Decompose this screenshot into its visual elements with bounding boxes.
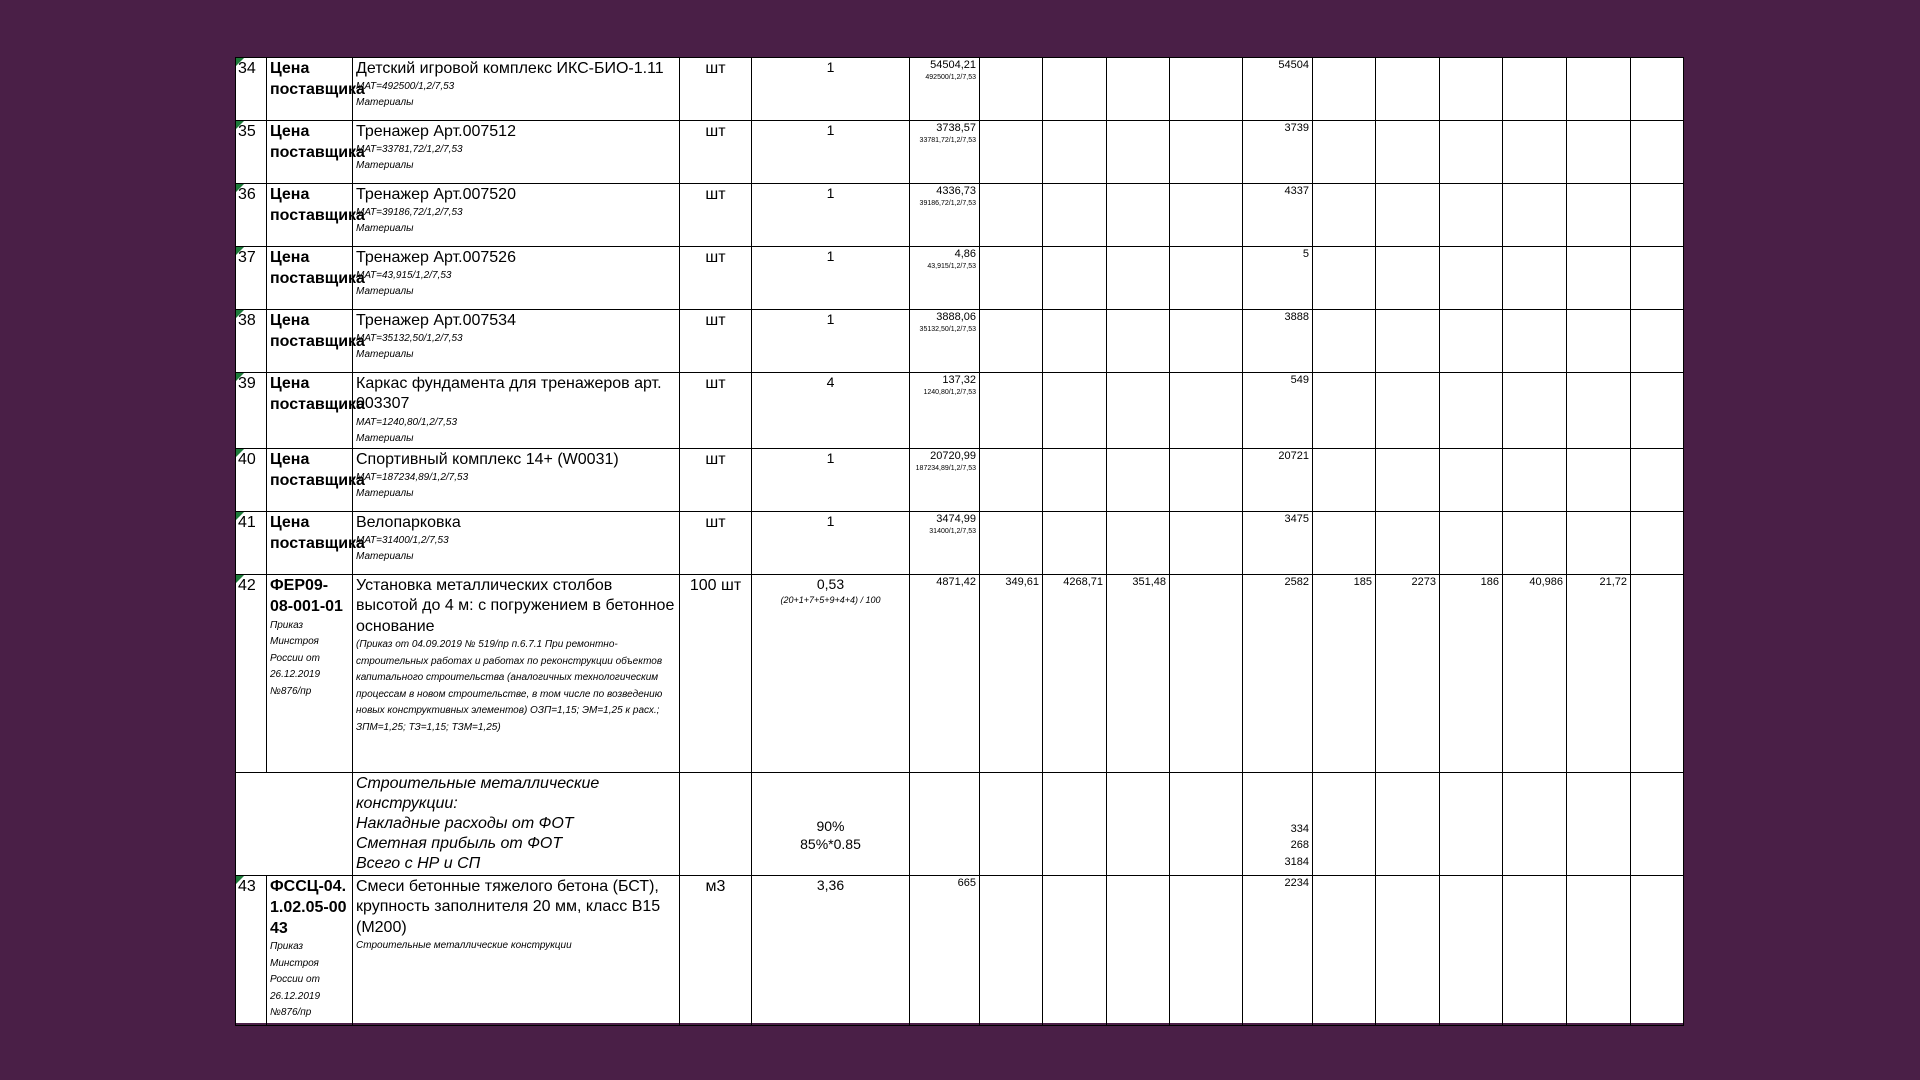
item-code: ФССЦ-04.1.02.05-0043 [270,877,347,937]
overhead-labels-cell[interactable] [353,772,680,875]
empty-cell[interactable] [1376,875,1440,1025]
total-cost-cell[interactable]: 4337 [1243,184,1313,247]
quantity-cell[interactable]: 1 [752,247,910,310]
empty-cell[interactable] [1440,121,1503,184]
item-category: Материалы [356,432,414,444]
empty-cell[interactable] [1567,448,1631,511]
table-row [236,373,1684,449]
row-number-cell[interactable] [236,310,267,373]
unit-price-formula: 187234,89/1,2/7,53 [915,464,976,472]
table-row [236,184,1684,247]
comment-marker-icon [236,876,244,884]
empty-cell[interactable] [1503,373,1567,449]
empty-cell[interactable] [1043,511,1107,574]
item-coefficient-note: (Приказ от 04.09.2019 № 519/пр п.6.7.1 При ремонтно-строительных работах и работах по реконструкции объектов капитального строительства (аналогичных технологическим процессам в новом строительстве, в том числе по возведению новых конструктивных элементов) ОЗП=1,15; ЭМ=1,25 к расх.; ЗПМ=1,25; ТЗ=1,15; ТЗМ=1,25) [356,639,663,733]
row-number: 35 [238,123,256,140]
unit-price-formula: 1240,80/1,2/7,53 [923,388,976,396]
comment-marker-icon [236,449,244,457]
quantity-cell[interactable]: 1 [752,448,910,511]
overhead-percent: 90% [816,817,845,834]
total-cost-cell[interactable]: 20721 [1243,448,1313,511]
item-name: Тренажер Арт.007520 [356,186,516,203]
empty-cell[interactable] [1313,448,1376,511]
row-number: 38 [238,312,256,329]
empty-cell[interactable] [980,875,1043,1025]
row-number: 34 [238,60,256,77]
quantity-cell[interactable]: 3,36 [752,875,910,1025]
item-formula: МАТ=1240,80/1,2/7,53 [356,416,458,428]
quantity-cell[interactable]: 4 [752,373,910,449]
name-cell[interactable] [353,373,680,449]
empty-cell[interactable] [1170,121,1243,184]
total-cost-cell[interactable]: 54504 [1243,58,1313,121]
empty-cell[interactable] [1567,121,1631,184]
overhead-group-label: Строительные металлические [356,774,600,792]
empty-cell[interactable] [1631,247,1684,310]
empty-cell[interactable] [1631,511,1684,574]
empty-cell[interactable] [1631,58,1684,121]
empty-cell[interactable] [1631,373,1684,449]
empty-cell[interactable] [1170,574,1243,772]
unit-price-formula: 492500/1,2/7,53 [925,73,976,81]
unit-price-cell[interactable] [910,184,980,247]
empty-cell[interactable] [1503,772,1567,875]
value-cell[interactable]: 185 [1313,574,1376,772]
empty-cell[interactable] [1440,448,1503,511]
empty-cell[interactable] [1503,310,1567,373]
item-category: Материалы [356,349,414,361]
empty-cell[interactable] [1567,58,1631,121]
empty-cell[interactable] [1503,58,1567,121]
empty-cell[interactable] [980,310,1043,373]
table-row [236,448,1684,511]
code-cell[interactable] [267,310,365,373]
empty-cell[interactable] [1631,310,1684,373]
empty-cell[interactable] [1440,875,1503,1025]
empty-cell[interactable] [1567,511,1631,574]
empty-cell[interactable] [1107,58,1170,121]
empty-cell[interactable] [1043,373,1107,449]
row-number: 37 [238,249,256,266]
code-cell[interactable] [267,121,365,184]
empty-cell[interactable] [1567,310,1631,373]
empty-cell[interactable] [1043,875,1107,1025]
empty-cell[interactable] [980,772,1043,875]
empty-cell[interactable] [1313,875,1376,1025]
empty-cell[interactable] [1313,772,1376,875]
name-cell[interactable] [353,310,680,373]
quantity-cell[interactable] [752,574,910,772]
empty-cell[interactable] [1313,58,1376,121]
empty-cell[interactable] [1376,772,1440,875]
empty-cell[interactable] [1631,448,1684,511]
empty-cell[interactable] [980,511,1043,574]
value-cell[interactable]: 40,986 [1503,574,1567,772]
total-cost-cell[interactable]: 5 [1243,247,1313,310]
profit-label: Сметная прибыль от ФОТ [356,834,563,852]
unit-price: 3738,57 [936,122,976,134]
empty-cell[interactable] [1376,310,1440,373]
overhead-values-cell[interactable] [1243,772,1313,875]
empty-cell[interactable] [1170,247,1243,310]
item-category: Материалы [356,551,414,563]
value-cell[interactable]: 21,72 [1567,574,1631,772]
row-number: 43 [238,877,256,895]
estimate-table-body [236,58,1684,1026]
item-formula: МАТ=187234,89/1,2/7,53 [356,472,469,484]
empty-cell[interactable] [1170,184,1243,247]
empty-cell[interactable] [1503,121,1567,184]
item-code: Цена поставщика [270,60,365,98]
overhead-percent-cell[interactable] [752,772,910,875]
empty-cell[interactable] [980,58,1043,121]
unit-cell[interactable]: шт [680,58,752,121]
empty-cell[interactable] [1170,448,1243,511]
item-name: Тренажер Арт.007534 [356,312,516,329]
estimate-table [235,57,1684,1026]
item-code: Цена поставщика [270,450,365,489]
row-number-cell[interactable] [236,373,267,449]
total-cost-cell[interactable]: 3739 [1243,121,1313,184]
empty-cell[interactable] [1107,875,1170,1025]
empty-cell[interactable] [1043,247,1107,310]
empty-cell[interactable] [1170,772,1243,875]
overhead-row [236,772,1684,875]
item-name: Тренажер Арт.007512 [356,123,516,140]
empty-cell[interactable] [1631,772,1684,875]
item-code-note: Приказ Минстроя России от 26.12.2019 №876/пр [270,619,321,697]
empty-cell[interactable] [680,772,752,875]
item-code: Цена поставщика [270,186,365,224]
value-cell[interactable]: 186 [1440,574,1503,772]
row-number: 40 [238,450,256,468]
empty-cell[interactable] [1376,373,1440,449]
total-cost-cell[interactable]: 2234 [1243,875,1313,1025]
row-number-cell[interactable] [236,121,267,184]
unit-price-cell[interactable] [910,373,980,449]
unit-cell[interactable]: шт [680,247,752,310]
unit-cell[interactable]: шт [680,121,752,184]
empty-cell[interactable] [980,373,1043,449]
item-code: Цена поставщика [270,513,365,552]
comment-marker-icon [236,58,244,66]
overhead-label: Накладные расходы от ФОТ [356,814,574,832]
empty-cell[interactable] [1503,184,1567,247]
item-category: Материалы [356,286,414,298]
empty-cell[interactable] [1503,511,1567,574]
unit-price-cell[interactable] [910,58,980,121]
unit-price-cell[interactable] [910,121,980,184]
empty-cell[interactable] [1440,247,1503,310]
overhead-value: 334 [1290,822,1309,835]
item-formula: МАТ=39186,72/1,2/7,53 [356,207,463,219]
unit-price: 3474,99 [936,512,976,525]
item-formula: МАТ=492500/1,2/7,53 [356,81,455,93]
empty-cell[interactable] [1107,247,1170,310]
code-cell[interactable] [267,574,353,772]
empty-cell[interactable] [1313,184,1376,247]
row-number-cell[interactable] [236,875,267,1025]
total-cost-cell[interactable]: 2582 [1243,574,1313,772]
unit-price-cell[interactable]: 4871,42 [910,574,980,772]
empty-cell[interactable] [1631,121,1684,184]
empty-cell[interactable] [980,448,1043,511]
empty-cell[interactable] [1170,373,1243,449]
empty-cell[interactable] [1107,121,1170,184]
empty-cell[interactable] [1043,310,1107,373]
code-cell[interactable] [267,448,365,511]
unit-cell[interactable]: шт [680,184,752,247]
table-row [236,574,1684,772]
value-cell[interactable]: 349,61 [980,574,1043,772]
name-cell[interactable] [353,511,680,574]
name-cell[interactable] [353,574,680,772]
empty-cell[interactable] [1376,58,1440,121]
code-cell[interactable] [267,247,365,310]
empty-cell[interactable] [1631,184,1684,247]
unit-price: 137,32 [942,374,976,386]
row-number-cell[interactable] [236,58,267,121]
code-cell[interactable] [267,511,365,574]
unit-price: 20720,99 [930,449,976,462]
name-cell[interactable] [353,247,680,310]
item-code: ФЕР09-08-001-01 [270,576,343,615]
row-number: 36 [238,186,256,203]
comment-marker-icon [236,184,244,192]
item-code: Цена поставщика [270,312,365,350]
empty-cell[interactable] [1376,184,1440,247]
empty-cell[interactable] [1107,448,1170,511]
value-cell[interactable]: 2273 [1376,574,1440,772]
empty-cell[interactable] [1440,772,1503,875]
value-cell[interactable]: 351,48 [1107,574,1170,772]
comment-marker-icon [236,575,244,583]
item-category: Материалы [356,488,414,500]
unit-cell[interactable]: 100 шт [680,574,752,772]
total-cost-cell[interactable]: 549 [1243,373,1313,449]
row-number: 42 [238,576,256,594]
unit-price-formula: 35132,50/1,2/7,53 [919,325,976,333]
empty-cell[interactable] [1440,310,1503,373]
name-cell[interactable] [353,58,680,121]
table-row [236,247,1684,310]
unit-price: 54504,21 [930,59,976,71]
empty-cell[interactable] [1170,310,1243,373]
empty-cell[interactable] [1107,184,1170,247]
unit-price: 3888,06 [936,311,976,323]
item-category: Строительные металлические конструкции [356,940,572,952]
empty-cell[interactable] [1440,511,1503,574]
unit-price-cell[interactable] [910,511,980,574]
item-formula: МАТ=35132,50/1,2/7,53 [356,333,463,345]
table-row [236,511,1684,574]
item-name: Смеси бетонные тяжелого бетона (БСТ), крупность заполнителя 20 мм, класс В15 (М200) [356,877,661,936]
total-with-overhead-label: Всего с НР и СП [356,854,481,872]
empty-cell[interactable] [980,121,1043,184]
unit-cell[interactable]: шт [680,373,752,449]
empty-cell[interactable] [1503,875,1567,1025]
item-code: Цена поставщика [270,123,365,161]
code-cell[interactable] [267,58,365,121]
row-number: 41 [238,513,256,531]
row-number-cell[interactable] [236,574,267,772]
item-formula: МАТ=33781,72/1,2/7,53 [356,144,463,156]
name-cell[interactable] [353,448,680,511]
unit-price-cell[interactable] [910,448,980,511]
unit-cell[interactable]: шт [680,310,752,373]
comment-marker-icon [236,310,244,318]
overhead-group-label-2: конструкции: [356,794,458,812]
name-cell[interactable] [353,184,680,247]
profit-percent: 85%*0.85 [800,836,861,853]
empty-cell[interactable] [1567,772,1631,875]
unit-cell[interactable]: м3 [680,875,752,1025]
item-name: Каркас фундамента для тренажеров арт. 003307 [356,375,662,413]
item-category: Материалы [356,97,414,109]
profit-value: 268 [1290,839,1309,852]
empty-cell[interactable] [1376,247,1440,310]
unit-cell[interactable]: шт [680,511,752,574]
comment-marker-icon [236,373,244,381]
unit-price-formula: 33781,72/1,2/7,53 [919,136,976,144]
code-cell[interactable] [267,875,353,1025]
empty-cell[interactable] [1631,574,1684,772]
table-row [236,875,1684,1025]
empty-cell[interactable] [1313,121,1376,184]
empty-cell[interactable] [1503,247,1567,310]
name-cell[interactable] [353,875,680,1025]
code-cell[interactable] [267,184,365,247]
row-number-cell[interactable] [236,247,267,310]
empty-cell[interactable] [1170,58,1243,121]
table-row [236,121,1684,184]
item-code: Цена поставщика [270,375,365,413]
quantity-value: 0,53 [816,575,845,592]
row-number-cell[interactable] [236,448,267,511]
empty-cell[interactable] [1107,772,1170,875]
item-name: Детский игровой комплекс ИКС-БИО-1.11 [356,60,664,77]
code-cell[interactable] [267,373,365,449]
empty-cell[interactable] [1631,875,1684,1025]
quantity-cell[interactable]: 1 [752,121,910,184]
empty-cell[interactable] [1043,772,1107,875]
quantity-cell[interactable]: 1 [752,511,910,574]
unit-price-formula: 39186,72/1,2/7,53 [919,199,976,207]
empty-cell[interactable] [1107,511,1170,574]
unit-price-cell[interactable] [910,310,980,373]
total-cost-cell[interactable]: 3888 [1243,310,1313,373]
item-code: Цена поставщика [270,249,365,287]
unit-price-cell[interactable]: 665 [910,875,980,1025]
empty-cell[interactable] [1376,511,1440,574]
item-formula: МАТ=31400/1,2/7,53 [356,535,449,547]
item-category: Материалы [356,223,414,235]
item-name: Велопарковка [356,513,461,531]
unit-price: 4336,73 [936,185,976,197]
empty-cell[interactable] [1567,247,1631,310]
empty-cell[interactable] [1376,448,1440,511]
empty-cell[interactable] [1567,184,1631,247]
empty-cell[interactable] [1107,310,1170,373]
quantity-cell[interactable]: 1 [752,58,910,121]
total-cost-cell[interactable]: 3475 [1243,511,1313,574]
table-row [236,310,1684,373]
empty-cell[interactable] [1170,511,1243,574]
empty-cell[interactable] [1107,373,1170,449]
unit-price-formula: 43,915/1,2/7,53 [927,262,976,270]
comment-marker-icon [236,121,244,129]
row-number: 39 [238,375,256,392]
empty-cell[interactable] [1043,121,1107,184]
empty-cell[interactable] [1313,511,1376,574]
empty-cell[interactable] [1043,58,1107,121]
empty-cell[interactable] [1440,184,1503,247]
row-number-cell[interactable] [236,511,267,574]
empty-cell[interactable] [1376,121,1440,184]
estimate-sheet [235,57,1683,1023]
empty-cell[interactable] [910,772,980,875]
table-row [236,58,1684,121]
empty-cell[interactable] [1503,448,1567,511]
quantity-formula: (20+1+7+5+9+4+4) / 100 [780,595,881,606]
item-name: Установка металлических столбов высотой до 4 м: с погружением в бетонное основание [356,576,675,635]
unit-price-cell[interactable] [910,247,980,310]
row-number-cell[interactable] [236,184,267,247]
item-name: Тренажер Арт.007526 [356,249,516,266]
unit-price: 4,86 [954,248,976,260]
item-category: Материалы [356,160,414,172]
empty-cell[interactable] [236,772,353,875]
item-formula: МАТ=43,915/1,2/7,53 [356,270,452,282]
empty-cell[interactable] [1440,58,1503,121]
empty-cell[interactable] [1043,184,1107,247]
item-name: Спортивный комплекс 14+ (W0031) [356,450,619,468]
empty-cell[interactable] [1313,373,1376,449]
quantity-cell[interactable]: 1 [752,184,910,247]
unit-price-formula: 31400/1,2/7,53 [929,527,976,535]
comment-marker-icon [236,512,244,520]
empty-cell[interactable] [980,247,1043,310]
unit-cell[interactable]: шт [680,448,752,511]
item-code-note: Приказ Минстроя России от 26.12.2019 №876/пр [270,941,321,1019]
quantity-cell[interactable]: 1 [752,310,910,373]
value-cell[interactable]: 4268,71 [1043,574,1107,772]
empty-cell[interactable] [1170,875,1243,1025]
empty-cell[interactable] [1440,373,1503,449]
empty-cell[interactable] [1567,373,1631,449]
empty-cell[interactable] [1567,875,1631,1025]
empty-cell[interactable] [1043,448,1107,511]
total-with-overhead-value: 3184 [1284,855,1309,868]
comment-marker-icon [236,247,244,255]
empty-cell[interactable] [1313,247,1376,310]
empty-cell[interactable] [1313,310,1376,373]
name-cell[interactable] [353,121,680,184]
empty-cell[interactable] [980,184,1043,247]
